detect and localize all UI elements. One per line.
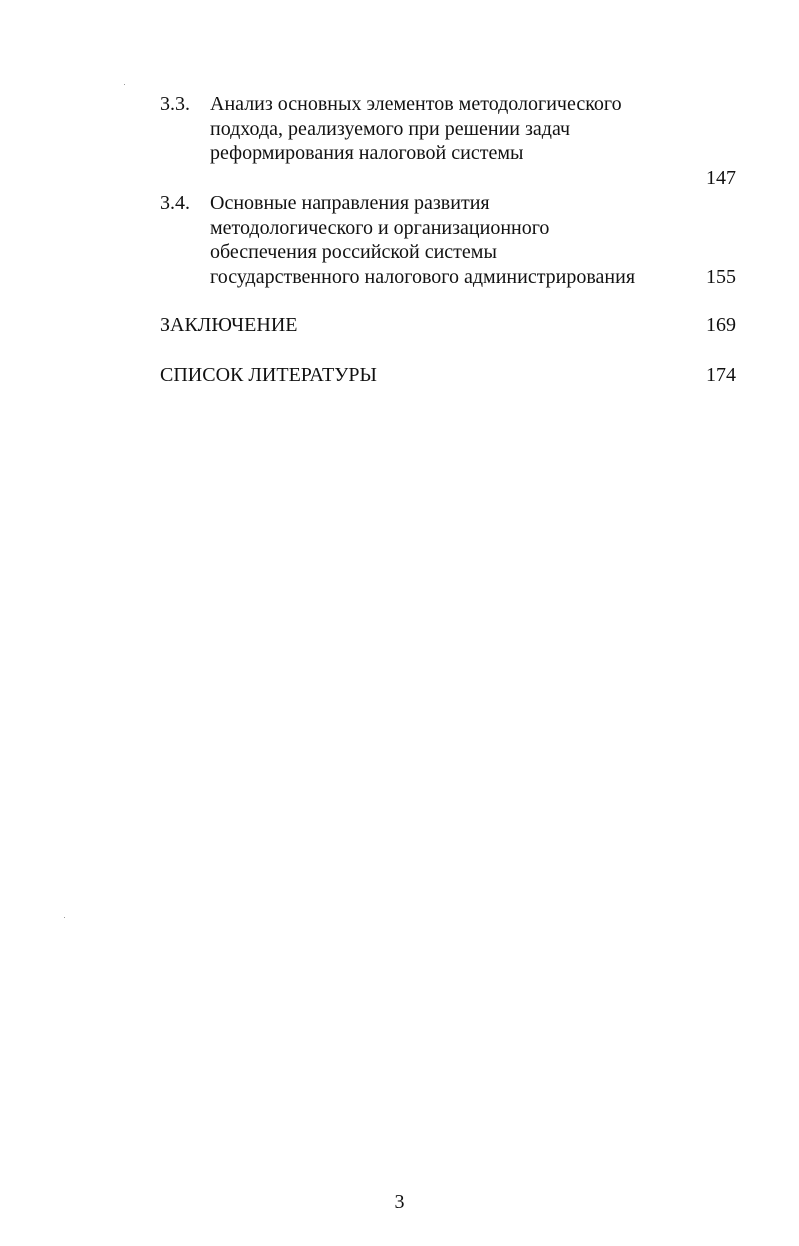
toc-entry-page: 147 [706, 167, 736, 189]
scan-speck [124, 84, 125, 85]
toc-entry-title-line: Основные направления развития [210, 192, 490, 214]
toc-entry-title-line: подхода, реализуемого при решении задач [210, 117, 571, 140]
toc-references-page: 174 [706, 364, 736, 386]
toc-entry-title-line: обеспечения российской системы [210, 241, 497, 263]
toc-entry-title [210, 191, 670, 289]
toc-entry-title-line: методологического и организационного [210, 216, 550, 239]
toc-entry-number: 3.3. [160, 93, 190, 115]
toc-entry-title [210, 92, 670, 166]
toc-entry-title-line: государственного налогового администрирования [210, 265, 636, 288]
scan-speck [64, 917, 65, 918]
toc-entry-number: 3.4. [160, 192, 190, 214]
toc-conclusion-page: 169 [706, 314, 736, 336]
toc-entry-title-line: Анализ основных элементов методологического [210, 93, 622, 115]
toc-conclusion-label: ЗАКЛЮЧЕНИЕ [160, 314, 298, 336]
toc-entry-page: 155 [706, 266, 736, 288]
page-number: 3 [394, 1191, 405, 1213]
toc-entry-title-line: реформирования налоговой системы [210, 142, 524, 164]
toc-references-label: СПИСОК ЛИТЕРАТУРЫ [160, 364, 377, 386]
